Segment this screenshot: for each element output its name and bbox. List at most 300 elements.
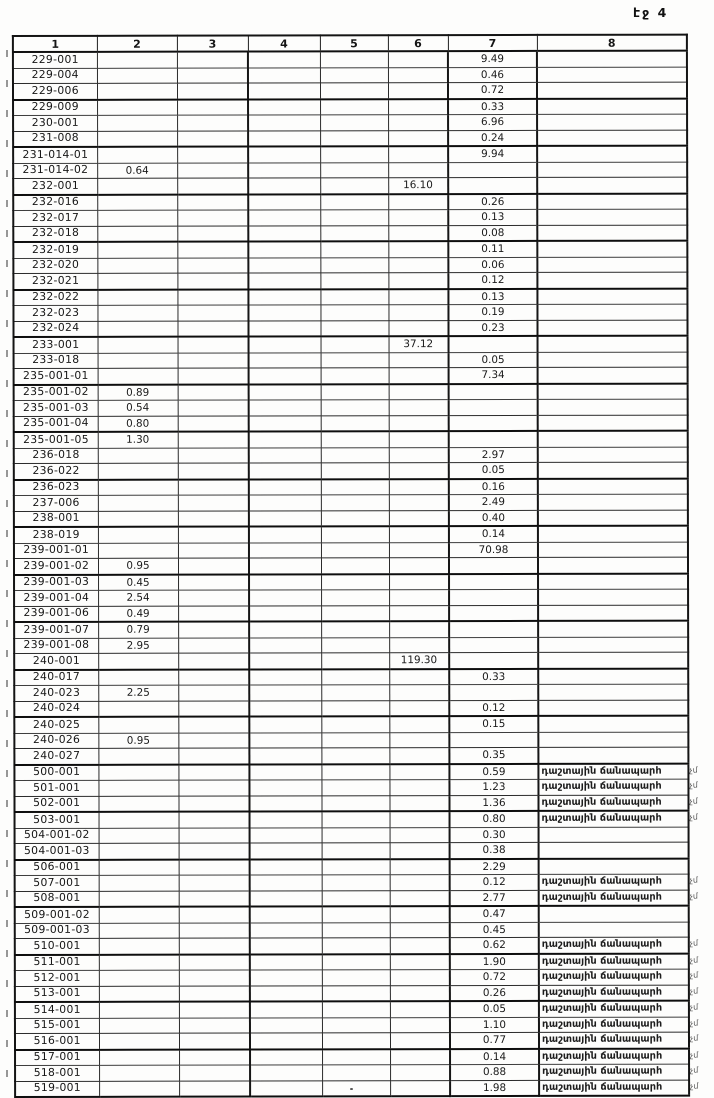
value-cell: [390, 1033, 450, 1049]
value-cell: [97, 147, 177, 163]
value-cell: [389, 415, 449, 431]
value-cell: [388, 210, 448, 226]
value-cell: [321, 447, 389, 463]
value-cell: [249, 336, 321, 352]
table-row: [14, 415, 688, 432]
value-cell: [389, 479, 449, 495]
land-use-cell: [537, 114, 687, 130]
value-cell: 0.05: [449, 462, 538, 478]
table-row: [13, 130, 687, 147]
value-cell: [390, 1080, 450, 1096]
value-cell: [179, 1049, 250, 1065]
parcel-id-cell: 510-001: [15, 938, 99, 954]
land-use-cell: [539, 906, 689, 922]
margin-note: չմ: [689, 986, 699, 996]
value-cell: [322, 1065, 390, 1081]
value-cell: [321, 685, 389, 701]
value-cell: [449, 637, 538, 653]
parcel-id-cell: 235-001-02: [14, 384, 98, 400]
value-cell: [249, 590, 321, 606]
table-row: [13, 98, 687, 115]
parcel-id-cell: 518-001: [15, 1065, 99, 1081]
value-cell: 0.80: [450, 811, 539, 827]
table-row: [13, 114, 687, 131]
land-use-label: դաշտային ճանապարհ: [542, 1081, 663, 1093]
parcel-id-cell: 509-001-03: [15, 923, 99, 939]
land-use-cell: [538, 542, 688, 558]
parcel-id-cell: 230-001: [13, 115, 97, 131]
value-cell: [321, 795, 389, 811]
land-use-cell: [537, 272, 687, 288]
value-cell: [97, 83, 177, 99]
value-cell: [179, 986, 250, 1002]
value-cell: [249, 795, 321, 811]
parcel-id-cell: 516-001: [15, 1033, 99, 1049]
value-cell: [390, 827, 450, 843]
parcel-id-cell: 235-001-05: [14, 432, 98, 448]
value-cell: [389, 400, 449, 416]
value-cell: [178, 717, 249, 733]
value-cell: [97, 178, 177, 194]
column-header-8: 8: [537, 35, 687, 51]
value-cell: [248, 289, 320, 305]
land-use-cell: [538, 621, 688, 637]
value-cell: [322, 843, 390, 859]
value-cell: [178, 353, 249, 369]
parcel-id-cell: 235-001-03: [14, 400, 98, 416]
table-row: [14, 336, 688, 353]
value-cell: [250, 1065, 322, 1081]
value-cell: [98, 479, 178, 495]
value-cell: [320, 83, 388, 99]
land-use-cell: [538, 637, 688, 653]
value-cell: [249, 732, 321, 748]
table-row: [14, 462, 688, 479]
parcel-id-cell: 229-001: [13, 52, 97, 68]
value-cell: 0.72: [450, 969, 539, 985]
land-use-label: դաշտային ճանապարհ: [542, 1065, 663, 1078]
table-body: [13, 51, 699, 1097]
value-cell: [177, 258, 248, 274]
value-cell: [179, 938, 250, 954]
value-cell: [449, 336, 538, 352]
land-use-cell: [538, 352, 688, 368]
value-cell: [449, 573, 538, 589]
table-row: [14, 795, 688, 812]
value-cell: [178, 701, 249, 717]
parcel-id-cell: 508-001: [15, 891, 99, 907]
table-row: [13, 51, 687, 68]
parcel-id-cell: 235-001-04: [14, 416, 98, 432]
value-cell: 0.72: [448, 82, 537, 98]
value-cell: [177, 115, 248, 131]
value-cell: [322, 1017, 390, 1033]
value-cell: 9.94: [448, 146, 537, 162]
value-cell: [321, 336, 389, 352]
value-cell: [389, 764, 449, 780]
value-cell: [248, 194, 320, 210]
table-row: [14, 716, 688, 733]
value-cell: [390, 938, 450, 954]
value-cell: [390, 890, 450, 906]
value-cell: [248, 162, 320, 178]
land-use-cell: [537, 241, 687, 257]
value-cell: 0.33: [449, 668, 538, 684]
value-cell: [177, 226, 248, 242]
value-cell: [179, 843, 250, 859]
table-row: [13, 82, 687, 99]
land-use-cell: [539, 1032, 699, 1048]
value-cell: 0.06: [448, 257, 537, 273]
value-cell: [97, 210, 177, 226]
column-header-5: 5: [320, 35, 388, 51]
table-row: [15, 1001, 689, 1018]
value-cell: [97, 115, 177, 131]
table-row: [14, 637, 688, 654]
value-cell: [320, 320, 388, 336]
value-cell: [98, 495, 178, 511]
value-cell: [178, 796, 249, 812]
value-cell: [388, 257, 448, 273]
value-cell: [178, 543, 249, 559]
value-cell: [320, 115, 388, 131]
value-cell: [97, 305, 177, 321]
value-cell: [389, 495, 449, 511]
value-cell: [178, 511, 249, 527]
value-cell: [449, 431, 538, 447]
parcel-id-cell: 502-001: [14, 796, 98, 812]
table-row: [15, 811, 689, 828]
value-cell: [178, 764, 249, 780]
value-cell: [321, 384, 389, 400]
value-cell: [98, 353, 178, 369]
land-use-cell: [537, 98, 687, 114]
value-cell: [320, 162, 388, 178]
table-row: [14, 367, 688, 384]
land-use-cell: [537, 257, 687, 273]
value-cell: [249, 621, 321, 637]
table-row: [14, 763, 688, 780]
table-row: [15, 1080, 689, 1097]
value-cell: [449, 652, 538, 668]
value-cell: [389, 384, 449, 400]
parcel-id-cell: 501-001: [14, 780, 98, 796]
land-use-label: դաշտային ճանապարհ: [542, 1050, 663, 1062]
land-use-cell: [538, 573, 688, 589]
parcel-id-cell: 239-001-03: [14, 574, 98, 590]
value-cell: [250, 938, 322, 954]
value-cell: [179, 859, 250, 875]
land-use-label: դաշտային ճանապարհ: [541, 765, 662, 777]
value-cell: [178, 337, 249, 353]
value-cell: [177, 163, 248, 179]
value-cell: 0.14: [449, 526, 538, 542]
value-cell: [449, 684, 538, 700]
value-cell: [177, 305, 248, 321]
value-cell: 0.13: [448, 288, 537, 304]
parcel-id-cell: 239-001-06: [14, 606, 98, 622]
value-cell: 0.64: [97, 163, 177, 179]
value-cell: [250, 1001, 322, 1017]
value-cell: [320, 130, 388, 146]
value-cell: [321, 463, 389, 479]
value-cell: [99, 1018, 179, 1034]
value-cell: [388, 273, 448, 289]
value-cell: [321, 479, 389, 495]
value-cell: [178, 495, 249, 511]
parcel-id-cell: 240-017: [14, 669, 98, 685]
value-cell: 0.12: [448, 272, 537, 288]
value-cell: [389, 526, 449, 542]
table-row: [13, 209, 687, 226]
value-cell: [388, 194, 448, 210]
margin-note: չմ: [689, 812, 698, 822]
value-cell: [249, 764, 321, 780]
parcel-id-cell: 513-001: [15, 986, 99, 1002]
margin-note: չմ: [689, 970, 699, 980]
value-cell: [320, 194, 388, 210]
value-cell: [97, 99, 177, 115]
value-cell: [449, 732, 538, 748]
value-cell: [320, 178, 388, 194]
value-cell: [448, 162, 537, 178]
table-row: [14, 557, 688, 574]
land-use-cell: [539, 1064, 699, 1080]
land-use-cell: [539, 1080, 699, 1096]
table-row: [13, 304, 687, 321]
value-cell: 0.19: [448, 304, 537, 320]
margin-note: չմ: [689, 765, 698, 775]
table-row: [14, 383, 688, 400]
value-cell: [321, 764, 389, 780]
value-cell: 0.46: [448, 67, 537, 83]
parcel-id-cell: 229-004: [13, 68, 97, 84]
value-cell: [389, 605, 449, 621]
value-cell: [449, 383, 538, 399]
value-cell: 0.13: [448, 209, 537, 225]
value-cell: [248, 305, 320, 321]
value-cell: 0.35: [449, 747, 538, 763]
value-cell: [98, 527, 178, 543]
parcel-id-cell: 515-001: [15, 1018, 99, 1034]
parcel-id-cell: 232-018: [13, 226, 97, 242]
value-cell: [448, 177, 537, 193]
value-cell: [390, 1049, 450, 1065]
value-cell: [388, 225, 448, 241]
value-cell: [99, 907, 179, 923]
value-cell: [99, 938, 179, 954]
value-cell: [250, 1049, 322, 1065]
value-cell: [321, 716, 389, 732]
land-use-cell: [539, 827, 689, 843]
land-use-cell: [539, 985, 699, 1001]
value-cell: [388, 115, 448, 131]
value-cell: [322, 970, 390, 986]
value-cell: [390, 811, 450, 827]
value-cell: [99, 812, 179, 828]
table-row: [13, 67, 687, 84]
value-cell: [389, 463, 449, 479]
land-use-cell: [538, 526, 688, 542]
value-cell: 0.80: [98, 416, 178, 432]
table-row: [15, 890, 689, 907]
parcel-id-cell: 500-001: [14, 764, 98, 780]
value-cell: [249, 558, 321, 574]
parcel-id-cell: 239-001-08: [14, 638, 98, 654]
value-cell: [248, 146, 320, 162]
value-cell: [179, 923, 250, 939]
value-cell: [321, 653, 389, 669]
table-row: [13, 225, 687, 242]
parcel-id-cell: 232-021: [13, 273, 97, 289]
value-cell: [249, 510, 321, 526]
land-use-cell: [538, 732, 688, 748]
value-cell: [388, 51, 448, 67]
value-cell: [97, 226, 177, 242]
value-cell: 0.23: [448, 320, 537, 336]
value-cell: 0.95: [98, 733, 178, 749]
land-use-cell: [538, 700, 688, 716]
value-cell: [179, 1081, 250, 1097]
value-cell: [322, 938, 390, 954]
land-use-cell: [539, 842, 689, 858]
value-cell: [177, 83, 248, 99]
column-header-4: 4: [248, 35, 320, 51]
value-cell: 6.96: [448, 114, 537, 130]
parcel-id-cell: 231-008: [13, 131, 97, 147]
value-cell: [321, 748, 389, 764]
land-use-label: դաշտային ճանապարհ: [541, 780, 662, 793]
land-use-cell: [539, 1017, 699, 1033]
value-cell: [179, 970, 250, 986]
value-cell: [390, 843, 450, 859]
value-cell: [97, 258, 177, 274]
value-cell: [98, 748, 178, 764]
table-row: [14, 494, 688, 511]
value-cell: [179, 1065, 250, 1081]
column-header-7: 7: [448, 35, 537, 51]
margin-note: չմ: [689, 780, 698, 790]
value-cell: [179, 907, 250, 923]
table-row: [14, 510, 688, 527]
value-cell: [388, 241, 448, 257]
value-cell: [99, 1049, 179, 1065]
value-cell: [320, 225, 388, 241]
margin-note: չմ: [689, 1002, 699, 1012]
data-table: [12, 34, 699, 1098]
margin-note: չմ: [689, 796, 698, 806]
value-cell: [320, 289, 388, 305]
value-cell: [178, 432, 249, 448]
land-use-cell: [539, 953, 699, 969]
value-cell: [248, 210, 320, 226]
land-use-cell: [537, 51, 687, 67]
value-cell: [388, 305, 448, 321]
value-cell: [321, 495, 389, 511]
value-cell: [320, 146, 388, 162]
value-cell: [179, 1002, 250, 1018]
value-cell: 0.08: [448, 225, 537, 241]
value-cell: 2.29: [450, 858, 539, 874]
value-cell: 0.38: [450, 842, 539, 858]
value-cell: 0.30: [450, 827, 539, 843]
value-cell: [98, 717, 178, 733]
parcel-id-cell: 504-001-03: [15, 843, 99, 859]
value-cell: [178, 685, 249, 701]
value-cell: [179, 954, 250, 970]
value-cell: [99, 970, 179, 986]
parcel-id-cell: 229-009: [13, 99, 97, 115]
land-use-cell: [538, 494, 688, 510]
value-cell: [99, 1081, 179, 1097]
value-cell: [177, 194, 248, 210]
value-cell: [249, 463, 321, 479]
land-use-label: դաշտային ճանապարհ: [541, 796, 662, 808]
value-cell: [389, 368, 449, 384]
value-cell: 1.30: [98, 432, 178, 448]
value-cell: [321, 415, 389, 431]
value-cell: [250, 843, 322, 859]
table-row: [13, 146, 687, 163]
value-cell: [98, 796, 178, 812]
value-cell: [389, 574, 449, 590]
table-row: [13, 193, 687, 210]
value-cell: [389, 510, 449, 526]
value-cell: [97, 289, 177, 305]
value-cell: [388, 99, 448, 115]
value-cell: [322, 1080, 390, 1096]
value-cell: [321, 700, 389, 716]
value-cell: [99, 828, 179, 844]
value-cell: [99, 1065, 179, 1081]
value-cell: [390, 906, 450, 922]
value-cell: [178, 622, 249, 638]
parcel-id-cell: 232-019: [13, 242, 97, 258]
value-cell: [449, 589, 538, 605]
parcel-id-cell: 232-001: [13, 178, 97, 194]
table-row: [13, 320, 687, 337]
value-cell: [98, 669, 178, 685]
value-cell: [99, 923, 179, 939]
margin-note: չմ: [690, 1050, 699, 1060]
value-cell: 7.34: [449, 367, 538, 383]
value-cell: [249, 400, 321, 416]
value-cell: [389, 447, 449, 463]
value-cell: 0.88: [450, 1064, 539, 1080]
column-header-2: 2: [97, 36, 177, 52]
value-cell: [320, 257, 388, 273]
value-cell: [98, 764, 178, 780]
value-cell: 2.77: [450, 890, 539, 906]
table-row: [13, 177, 687, 194]
land-use-label: դաշտային ճանապարհ: [541, 1033, 663, 1046]
table-row: [14, 668, 688, 685]
page-number-label: էջ 4: [633, 5, 669, 20]
value-cell: 70.98: [449, 542, 538, 558]
value-cell: [249, 526, 321, 542]
value-cell: [249, 431, 321, 447]
table-row: [14, 352, 688, 369]
parcel-id-cell: 232-024: [13, 321, 97, 337]
value-cell: [249, 415, 321, 431]
land-use-cell: [539, 937, 699, 953]
value-cell: [97, 68, 177, 84]
land-use-cell: [538, 605, 688, 621]
value-cell: [389, 352, 449, 368]
value-cell: [322, 827, 390, 843]
value-cell: 2.97: [449, 447, 538, 463]
land-use-cell: [539, 969, 699, 985]
